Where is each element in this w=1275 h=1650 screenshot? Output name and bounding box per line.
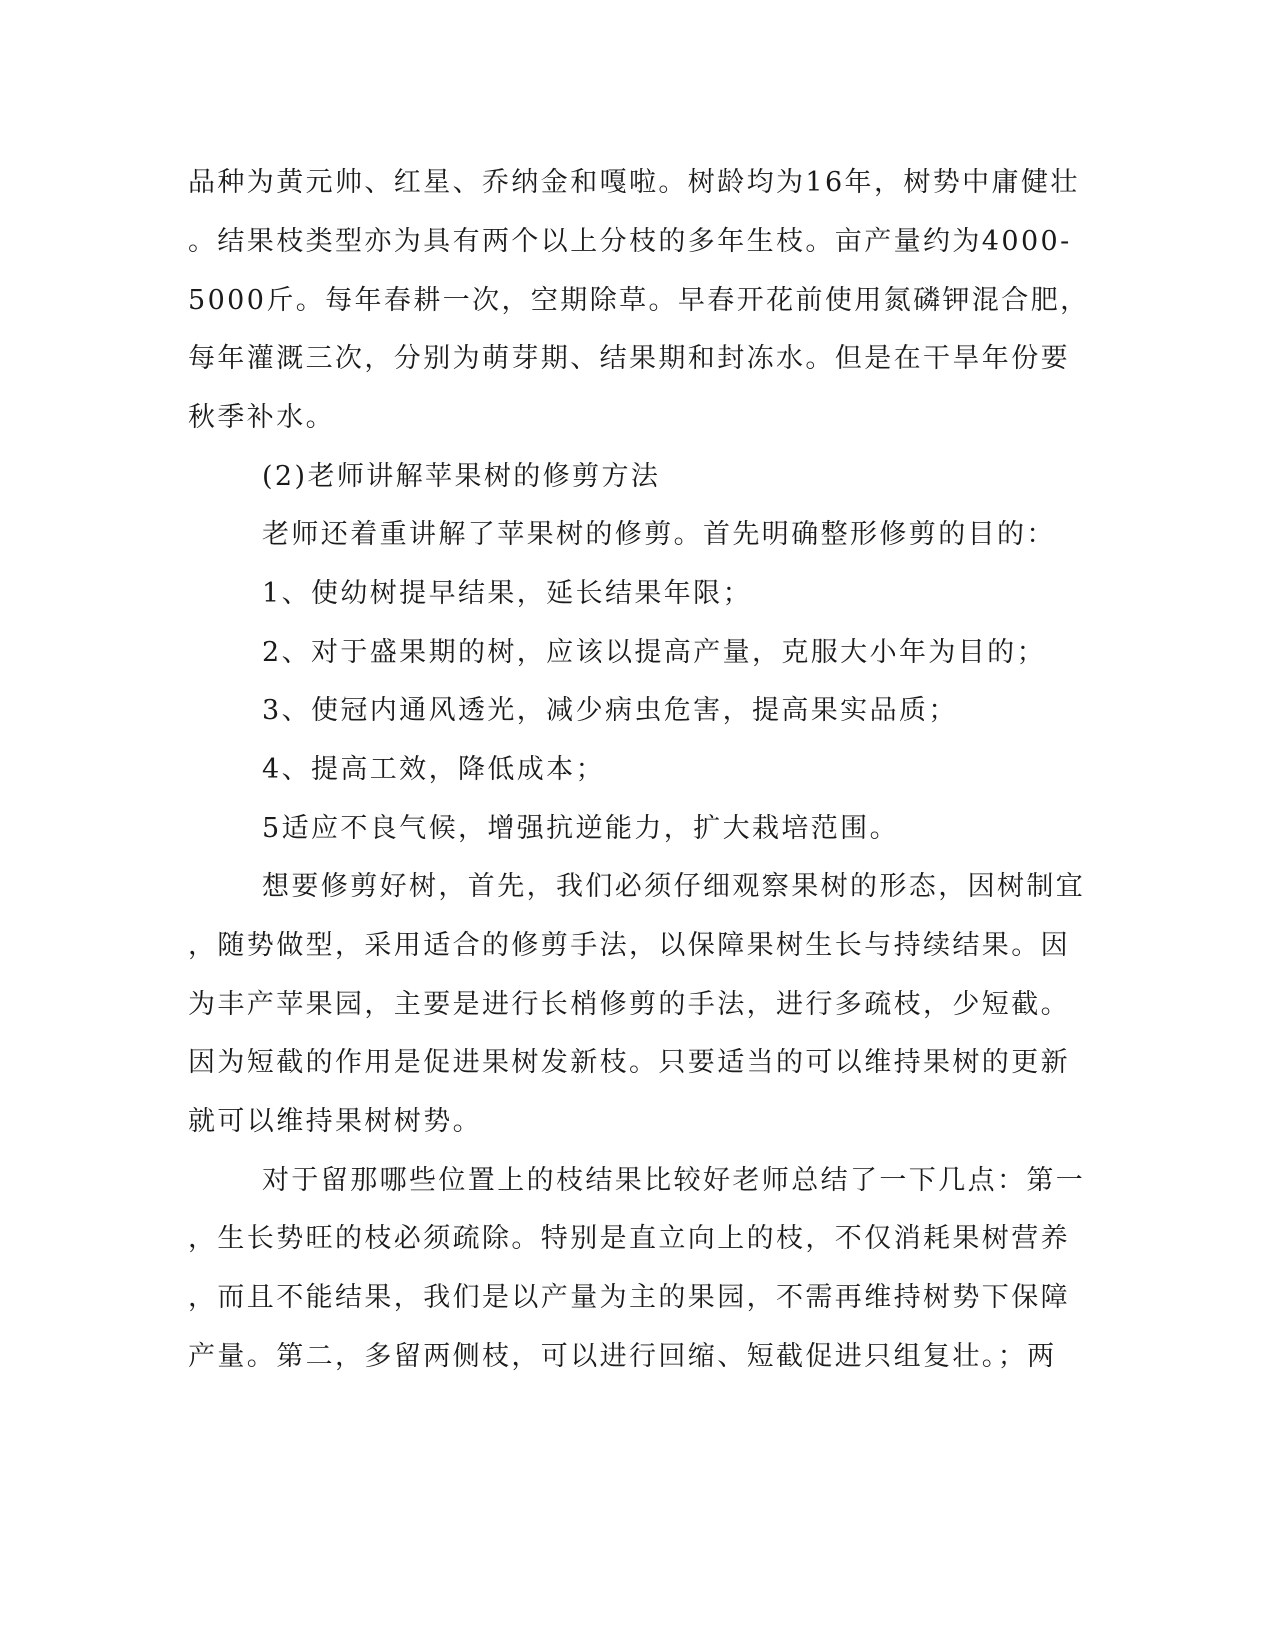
list-item: 5适应不良气候，增强抗逆能力，扩大栽培范围。 [262, 813, 899, 844]
paragraph-line: 每年灌溉三次，分别为萌芽期、结果期和封冻水。但是在干旱年份要 [188, 343, 1070, 374]
paragraph-line: 老师还着重讲解了苹果树的修剪。首先明确整形修剪的目的： [262, 519, 1056, 550]
paragraph-line: 产量。第二，多留两侧枝，可以进行回缩、短截促进只组复壮。；两 [188, 1341, 1057, 1372]
list-item: 3、使冠内通风透光，减少病虫危害，提高果实品质； [262, 695, 958, 726]
paragraph-line: 。结果枝类型亦为具有两个以上分枝的多年生枝。亩产量约为4000- [188, 226, 1072, 257]
paragraph-line: ，随势做型，采用适合的修剪手法，以保障果树生长与持续结果。因 [188, 930, 1070, 961]
list-item: 4、提高工效，降低成本； [262, 754, 605, 785]
paragraph-line: 想要修剪好树，首先，我们必须仔细观察果树的形态，因树制宜 [262, 871, 1086, 902]
paragraph-line: 因为短截的作用是促进果树发新枝。只要适当的可以维持果树的更新 [188, 1047, 1070, 1078]
list-item: 2、对于盛果期的树，应该以提高产量，克服大小年为目的； [262, 637, 1046, 668]
paragraph-line: 为丰产苹果园，主要是进行长梢修剪的手法，进行多疏枝，少短截。 [188, 989, 1070, 1020]
paragraph-line: 对于留那哪些位置上的枝结果比较好老师总结了一下几点：第一 [262, 1165, 1086, 1196]
section-heading: (2)老师讲解苹果树的修剪方法 [262, 461, 661, 492]
paragraph-line: 5000斤。每年春耕一次，空期除草。早春开花前使用氮磷钾混合肥， [188, 285, 1090, 316]
paragraph-line: ，生长势旺的枝必须疏除。特别是直立向上的枝，不仅消耗果树营养 [188, 1223, 1070, 1254]
paragraph-line: 品种为黄元帅、红星、乔纳金和嘎啦。树龄均为16年，树势中庸健壮 [188, 167, 1080, 198]
paragraph-line: ，而且不能结果，我们是以产量为主的果园，不需再维持树势下保障 [188, 1282, 1070, 1313]
list-item: 1、使幼树提早结果，延长结果年限； [262, 578, 752, 609]
paragraph-line: 秋季补水。 [188, 402, 335, 433]
paragraph-line: 就可以维持果树树势。 [188, 1106, 482, 1137]
